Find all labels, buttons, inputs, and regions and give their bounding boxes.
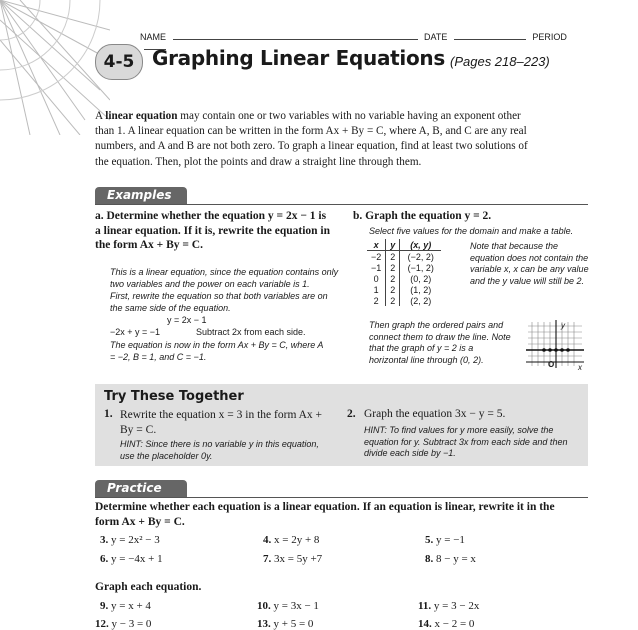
graph-problem-item: 14. x − 2 = 0	[418, 618, 475, 630]
page-reference: (Pages 218–223)	[450, 54, 550, 69]
example-a-note2: First, rewrite the equation so that both variables are on the same side of the equation.	[110, 291, 328, 313]
graph-problem-item: 11. y = 3 − 2x	[418, 600, 480, 612]
example-b-graph-note: Then graph the ordered pairs and connect them to draw the line. Note that the graph of y = 2 is a horizontal line through (0, 2).	[369, 320, 511, 365]
intro-term: linear equation	[105, 110, 178, 122]
example-b-question: b. Graph the equation y = 2.	[353, 210, 492, 222]
practice-tab: Practice	[95, 480, 187, 497]
date-label: DATE	[424, 32, 448, 42]
practice-divider	[95, 497, 588, 498]
graph-problem-item: 10. y = 3x − 1	[257, 600, 319, 612]
name-label: NAME	[140, 32, 167, 42]
lesson-number: 4-5	[95, 44, 143, 80]
graph-origin-label: O	[548, 360, 555, 369]
example-a-step2: −2x + y = −1	[110, 327, 161, 337]
table-header: (x, y)	[400, 239, 442, 251]
table-header: y	[386, 239, 400, 251]
example-a-note1: This is a linear equation, since the equation contains only two variables and the power on each variable is 1.	[110, 267, 339, 289]
table-header: x	[367, 239, 386, 251]
problem-item: 3. y = 2x² − 3	[100, 534, 160, 546]
date-field[interactable]	[454, 39, 526, 40]
intro-paragraph: A linear equation may contain one or two variables with no variable having an exponent other than 1. A linear equation can be written in the form Ax + By = C, where A, B, and C are any real numbers, and A and B are not both zero. To graph a linear equation, find at least two solutions of the equation. Then, plot the points and draw a straight line through them.	[95, 110, 528, 168]
try-p2-number: 2.	[347, 408, 356, 420]
graph-problem-item: 13. y + 5 = 0	[257, 618, 314, 630]
table-row: 2 2 (2, 2)	[367, 295, 441, 306]
problem-item: 6. y = −4x + 1	[100, 553, 163, 565]
try-p1-number: 1.	[104, 408, 113, 420]
name-field[interactable]	[173, 39, 418, 40]
example-b-instruction: Select five values for the domain and make a table.	[369, 226, 574, 236]
problem-item: 8. 8 − y = x	[425, 553, 476, 565]
graph-y-label: y	[561, 321, 565, 330]
table-row: 1 2 (1, 2)	[367, 284, 441, 295]
problem-item: 5. y = −1	[425, 534, 465, 546]
try-p2-text: Graph the equation 3x − y = 5.	[364, 408, 506, 420]
examples-divider	[95, 204, 588, 205]
try-p1-text: Rewrite the equation x = 3 in the form Ax + By = C.	[120, 409, 323, 436]
problem-item: 7. 3x = 5y +7	[263, 553, 323, 565]
corner-decoration	[0, 0, 110, 135]
example-a-question: a. Determine whether the equation y = 2x − 1 is a linear equation. If it is, rewrite the equation in the form Ax + By = C.	[95, 210, 331, 251]
try-p1-hint: HINT: Since there is no variable y in this equation, use the placeholder 0y.	[120, 439, 319, 461]
values-table	[367, 239, 441, 306]
example-a-step2-note: Subtract 2x from each side.	[196, 327, 306, 337]
practice-directions: Determine whether each equation is a linear equation. If an equation is linear, rewrite it in the form Ax + By = C.	[95, 501, 555, 528]
problem-item: 4. x = 2y + 8	[263, 534, 320, 546]
table-row: −1 2 (−1, 2)	[367, 262, 441, 273]
page-title: Graphing Linear Equations	[152, 46, 445, 70]
try-p2-hint: HINT: To find values for y more easily, solve the equation for y. Subtract 3x from each side and then divide each side by −1.	[364, 425, 568, 458]
table-row: −2 2 (−2, 2)	[367, 251, 441, 263]
example-b-side-note: Note that because the equation does not contain the variable x, x can be any value and the y value will still be 2.	[470, 241, 589, 286]
examples-tab: Examples	[95, 187, 187, 204]
try-together-title: Try These Together	[104, 389, 244, 404]
graph-problem-item: 9. y = x + 4	[100, 600, 151, 612]
table-row: 0 2 (0, 2)	[367, 273, 441, 284]
graph-heading: Graph each equation.	[95, 581, 202, 593]
period-label: PERIOD	[532, 32, 567, 42]
example-a-step1: y = 2x − 1	[167, 315, 207, 325]
example-a-note3: The equation is now in the form Ax + By = C, where A = −2, B = 1, and C = −1.	[110, 340, 324, 362]
graph-x-label: x	[578, 363, 582, 372]
graph-problem-item: 12. y − 3 = 0	[95, 618, 152, 630]
example-b-graph	[524, 320, 586, 376]
